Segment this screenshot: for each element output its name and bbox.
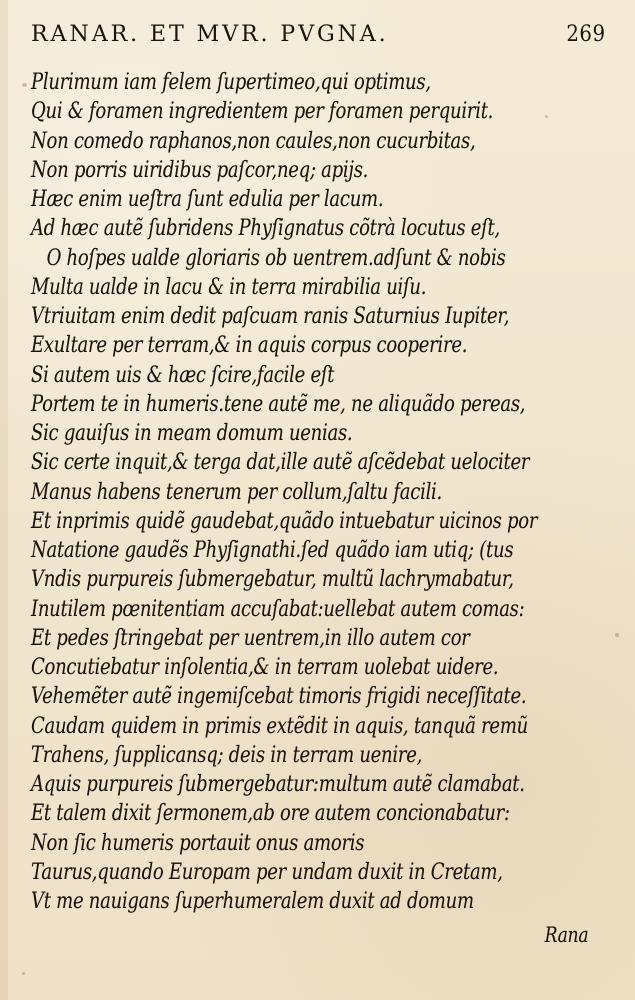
text-line: Multa ualde in lacu & in terra mirabilia uiſu. bbox=[31, 274, 427, 300]
text-line: Natatione gaudẽs Phyſignathi.ſed quãdo iam utiq; (tus bbox=[31, 538, 514, 563]
paper-stain bbox=[22, 972, 25, 975]
text-line: Vt me nauigans ſuperhumeralem duxit ad domum bbox=[31, 889, 474, 914]
text-line: Non comedo raphanos,non caules,non cucurbitas, bbox=[31, 128, 476, 154]
text-line: Et talem dixit ſermonem,ab ore autem concionabatur: bbox=[31, 801, 510, 827]
catchword-row bbox=[31, 916, 606, 954]
text-line: Plurimum iam felem ſupertimeo,qui optimus, bbox=[31, 70, 431, 95]
poem-lines bbox=[31, 68, 606, 916]
text-line: Sic certe inquit,& terga dat,ille autẽ aſcẽdebat uelociter bbox=[31, 450, 530, 476]
text-line: Taurus,quando Europam per undam duxit in Cretam, bbox=[31, 859, 503, 885]
text-line: Sic gauiſus in meam domum uenias. bbox=[31, 421, 353, 446]
text-line: Non porris uiridibus paſcor,neq; apijs. bbox=[31, 157, 369, 183]
text-line: Non ſic humeris portauit onus amoris bbox=[31, 830, 365, 856]
text-line: Caudam quidem in primis extẽdit in aquis, tanquã remũ bbox=[31, 713, 528, 739]
text-line: Inutilem pœnitentiam accuſabat:uellebat autem comas: bbox=[31, 596, 525, 622]
text-line: Aquis purpureis ſubmergebatur:multum autẽ clamabat. bbox=[31, 772, 525, 797]
paper-stain bbox=[615, 633, 619, 637]
text-line: Ad hæc autẽ ſubridens Phyſignatus cõtrà locutus eſt, bbox=[31, 216, 500, 242]
text-line: Vehemẽter autẽ ingemiſcebat timoris frigidi neceſſitate. bbox=[31, 684, 527, 710]
text-line: O hoſpes ualde gloriaris ob uentrem.adſunt & nobis bbox=[46, 245, 506, 271]
text-line: Et pedes ſtringebat per uentrem,in illo autem cor bbox=[31, 625, 470, 651]
text-line: Exultare per terram,& in aquis corpus cooperire. bbox=[31, 333, 468, 359]
text-line: Hæc enim ueſtra ſunt edulia per lacum. bbox=[31, 187, 384, 212]
running-head: RANAR. ET MVR. PVGNA. bbox=[31, 22, 389, 47]
text-line: Vndis purpureis ſubmergebatur, multũ lachrymabatur, bbox=[31, 567, 514, 593]
page-text-block bbox=[31, 24, 606, 954]
page-header bbox=[31, 24, 606, 62]
catchword: Rana bbox=[544, 923, 588, 948]
text-line: Si autem uis & hæc ſcire,facile eſt bbox=[31, 362, 335, 388]
page-number: 269 bbox=[565, 22, 605, 47]
text-line: Trahens, ſupplicansq; deis in terram uenire, bbox=[31, 742, 423, 768]
text-line: Et inprimis quidẽ gaudebat,quãdo intuebatur uicinos por bbox=[31, 508, 538, 534]
paper-stain bbox=[22, 83, 27, 87]
text-line: Portem te in humeris.tene autẽ me, ne aliquãdo pereas, bbox=[31, 391, 526, 417]
text-line: Concutiebatur inſolentia,& in terram uolebat uidere. bbox=[31, 655, 499, 680]
text-line: Qui & foramen ingredientem per foramen perquirit. bbox=[31, 99, 494, 125]
text-line: Vtriuitam enim dedit paſcuam ranis Saturnius Iupiter, bbox=[31, 304, 510, 329]
text-line: Manus habens tenerum per collum,ſaltu facili. bbox=[31, 479, 442, 505]
